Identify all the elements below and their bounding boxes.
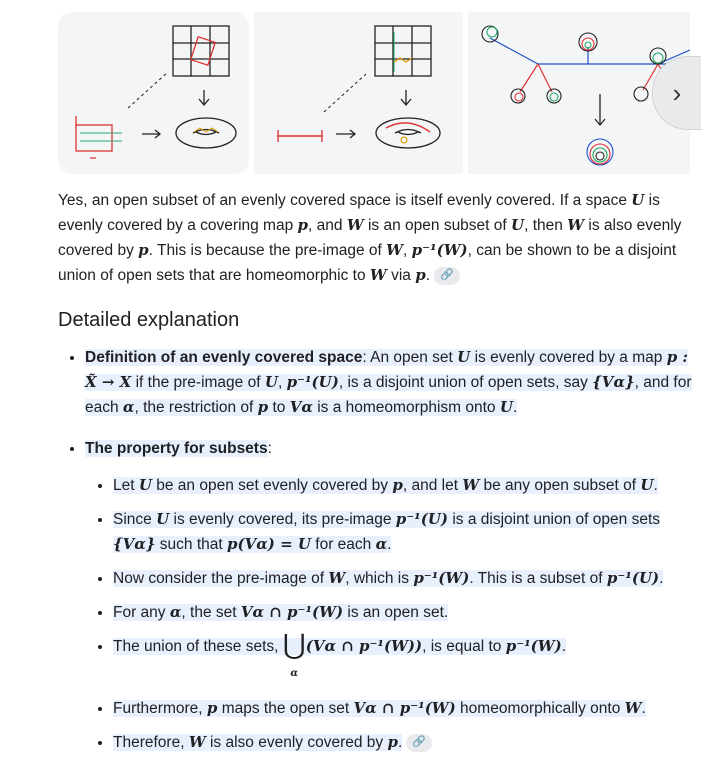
covering-diagram-interval-torus[interactable] xyxy=(254,12,463,174)
link-icon: 🔗 xyxy=(440,269,454,282)
source-link-button[interactable] xyxy=(406,734,432,752)
answer-body xyxy=(58,188,693,771)
property-sublist xyxy=(85,473,693,755)
list-item-property: • The property for subsets: • Let U be an open set evenly covered by p, and let W be any open subset of U. • Since U is evenly covered, its pre-image p⁻¹(U) is a disjoint union of open sets {Vα} such that p(Vα) = U for each α. • Now consider the pre-image of W, which is p⁻¹(W). This is a subset of p⁻¹(U). • For any α, the set Vα ∩ p⁻¹(W) is an open set. • The union of these sets, ⋃ α (Vα ∩ p⁻¹(W)), is equal to p⁻¹(W). • Furthermore, p maps the open set Vα ∩ p⁻¹(W) homeomorphically onto W. • Therefore, W is also evenly covered by p. 🔗 xyxy=(85,436,693,755)
list-item: • Since U is evenly covered, its pre-image p⁻¹(U) is a disjoint union of open sets {Vα} such that p(Vα) = U for each α. xyxy=(113,507,693,557)
list-item: • Therefore, W is also evenly covered by p. 🔗 xyxy=(113,730,693,755)
image-carousel xyxy=(58,12,690,174)
covering-diagram-square-torus[interactable] xyxy=(58,12,249,174)
list-item: • Let U be an open set evenly covered by p, and let W be any open subset of U. xyxy=(113,473,693,498)
list-item: • Now consider the pre-image of W, which is p⁻¹(W). This is a subset of p⁻¹(U). xyxy=(113,566,693,591)
explanation-list xyxy=(58,345,693,755)
section-heading: Detailed explanation xyxy=(58,309,240,331)
source-link-button[interactable] xyxy=(434,267,460,285)
list-item: • The union of these sets, ⋃ α (Vα ∩ p⁻¹(W)), is equal to p⁻¹(W). xyxy=(113,634,693,682)
union-symbol: ⋃ α xyxy=(282,628,306,679)
intro-paragraph: Yes, an open subset of an evenly covered space is itself evenly covered. If a space U is evenly covered by a covering map p, and W is an open subset of U, then W is also evenly covered by p. This is because the pre-image of W, p⁻¹(W), can be shown to be a disjoint union of open sets that are homeomorphic to W via p. 🔗 xyxy=(58,188,693,288)
chevron-right-icon: › xyxy=(672,77,682,108)
list-item: • For any α, the set Vα ∩ p⁻¹(W) is an open set. xyxy=(113,600,693,625)
list-item: • Furthermore, p maps the open set Vα ∩ p⁻¹(W) homeomorphically onto W. xyxy=(113,696,693,721)
list-item-definition: • Definition of an evenly covered space: An open set U is evenly covered by a map p : X̃ → X if the pre-image of U, p⁻¹(U), is a disjoint union of open sets, say {Vα}, and for each α, the restriction of p to Vα is a homeomorphism onto U. xyxy=(85,345,693,420)
link-icon: 🔗 xyxy=(412,736,427,749)
